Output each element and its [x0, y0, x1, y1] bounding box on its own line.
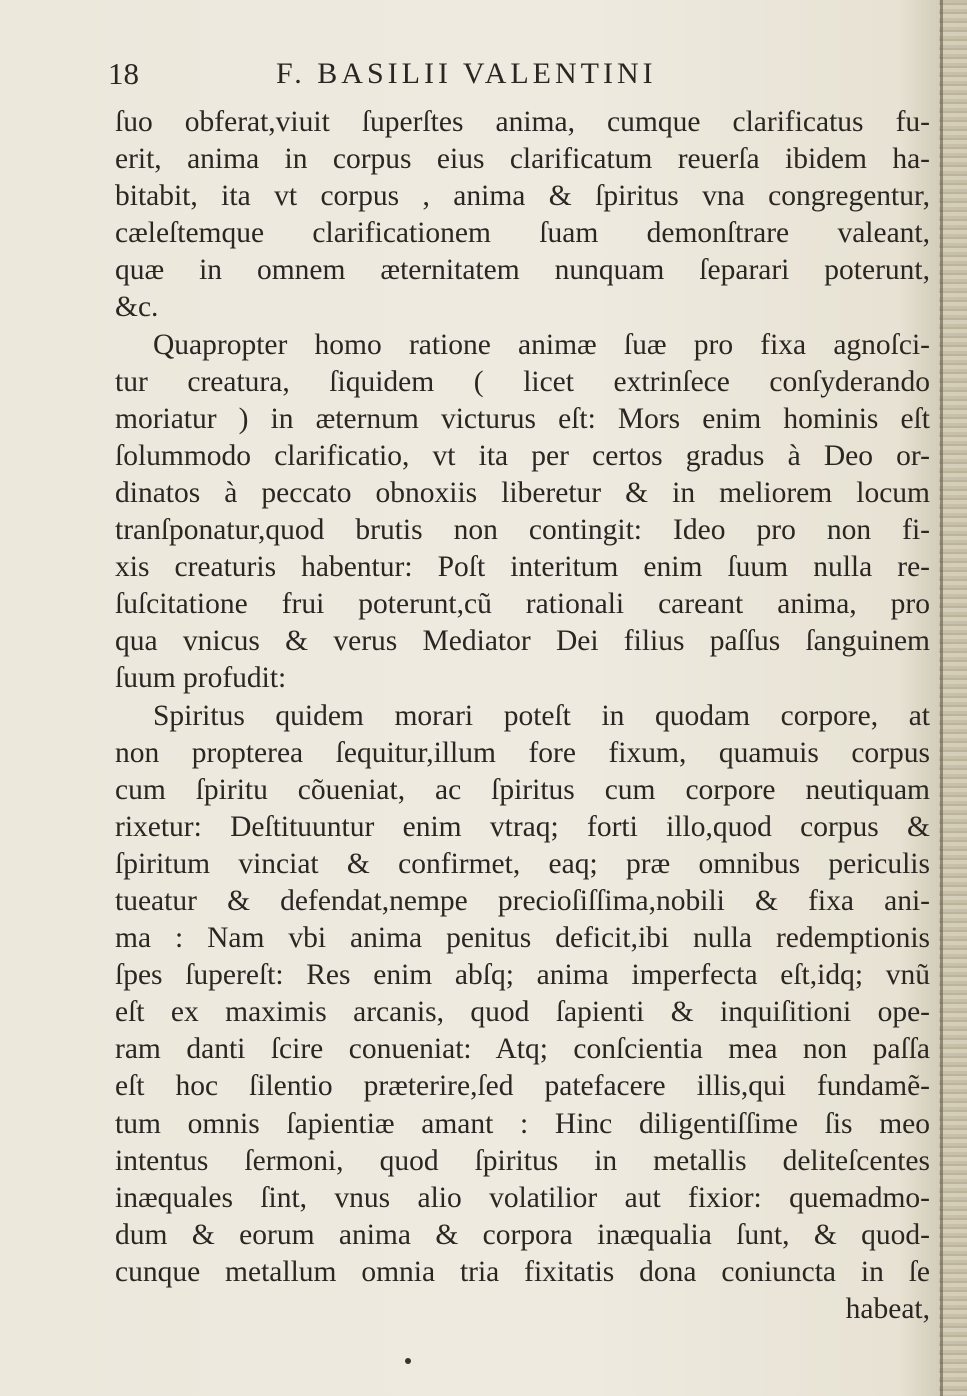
text-line: ma : Nam vbi anima penitus deficit,ibi nulla redemptionis — [115, 922, 930, 955]
paragraph-start: Quapropter homo ratione animæ ſuæ pro fixa agnoſci- — [153, 328, 930, 361]
text-line: bitabit, ita vt corpus , anima & ſpiritus vna congregentur, — [115, 180, 930, 213]
paragraph-start: Spiritus quidem morari poteſt in quodam corpore, at — [153, 699, 930, 732]
text-line: cunque metallum omnia tria fixitatis dona coniuncta in ſe — [115, 1255, 930, 1288]
text-line: tur creatura, ſiquidem ( licet extrinſece conſyderando — [115, 365, 930, 398]
text-line: tueatur & defendat,nempe precioſiſſima,nobili & fixa ani- — [115, 884, 930, 917]
text-line: cæleſtemque clarificationem ſuam demonſtrare valeant, — [115, 217, 930, 250]
text-line: eſt ex maximis arcanis, quod ſapienti & inquiſitioni ope- — [115, 996, 930, 1029]
text-line: non propterea ſequitur,illum fore fixum, quamuis corpus — [115, 736, 930, 769]
text-body — [115, 104, 930, 1328]
text-line: cum ſpiritu cõueniat, ac ſpiritus cum corpore neutiquam — [115, 773, 930, 806]
page-number: 18 — [108, 56, 139, 91]
text-line: moriatur ) in æternum victurus eſt: Mors enim hominis eſt — [115, 402, 930, 435]
text-line: dinatos à peccato obnoxiis liberetur & in meliorem locum — [115, 476, 930, 509]
text-line: erit, anima in corpus eius clarificatum reuerſa ibidem ha- — [115, 143, 930, 176]
text-line: ram danti ſcire conueniat: Atq; conſcientia mea non paſſa — [115, 1033, 930, 1066]
text-line: &c. — [115, 291, 159, 324]
text-line: qua vnicus & verus Mediator Dei filius paſſus ſanguinem — [115, 625, 930, 658]
ink-blot — [405, 1358, 411, 1364]
text-line: ſuo obferat,viuit ſuperſtes anima, cumque clarificatus fu- — [115, 106, 930, 138]
text-line: tum omnis ſapientiæ amant : Hinc diligentiſſime ſis meo — [115, 1107, 930, 1140]
catchword: habeat, — [845, 1293, 930, 1325]
text-line: tranſponatur,quod brutis non contingit: Ideo pro non fi- — [115, 514, 930, 547]
text-line: quæ in omnem æternitatem nunquam ſeparari poterunt, — [115, 254, 930, 287]
text-line: intentus ſermoni, quod ſpiritus in metallis deliteſcentes — [115, 1144, 930, 1177]
text-line: xis creaturis habentur: Poſt interitum enim ſuum nulla re- — [115, 551, 930, 584]
text-line: ſpiritum vinciat & confirmet, eaq; præ omnibus periculis — [115, 847, 930, 880]
text-line: ſuſcitatione frui poterunt,cũ rationali careant anima, pro — [115, 588, 930, 621]
text-line: eſt hoc ſilentio præterire,ſed patefacere illis,qui fundamẽ- — [115, 1070, 930, 1103]
page-header — [108, 52, 828, 96]
text-line: ſpes ſupereſt: Res enim abſq; anima imperfecta eſt,idq; vnũ — [115, 959, 930, 992]
book-edge — [939, 0, 967, 1396]
text-line: inæquales ſint, vnus alio volatilior aut fixior: quemadmo- — [115, 1181, 930, 1214]
running-head: F. BASILII VALENTINI — [276, 57, 657, 90]
text-line: ſuum profudit: — [115, 662, 287, 695]
text-line: dum & eorum anima & corpora inæqualia ſunt, & quod- — [115, 1218, 930, 1251]
text-line: rixetur: Deſtituuntur enim vtraq; forti illo,quod corpus & — [115, 810, 930, 843]
book-spine-shadow — [940, 0, 943, 1396]
text-line: ſolummodo clarificatio, vt ita per certos gradus à Deo or- — [115, 439, 930, 472]
